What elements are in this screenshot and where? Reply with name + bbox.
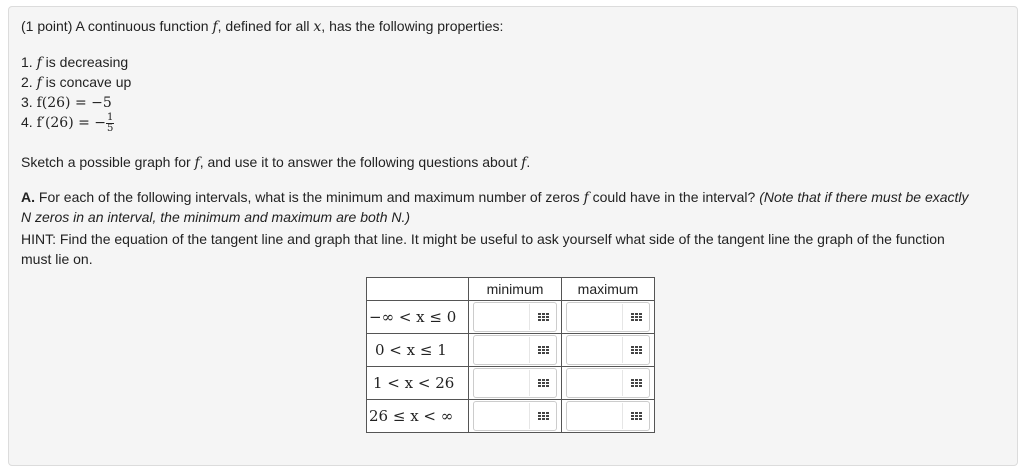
intro-suffix: , has the following properties: <box>321 18 504 34</box>
intro-f: f <box>212 19 218 35</box>
sketch-text: Sketch a possible graph for <box>21 154 191 170</box>
max-cell <box>562 367 655 400</box>
interval-label: 0 < x ≤ 1 <box>367 334 469 367</box>
answer-table <box>366 277 655 433</box>
hint-line2: must lie on. <box>21 251 93 267</box>
fraction-numerator: 1 <box>107 112 114 123</box>
header-maximum: maximum <box>562 278 655 301</box>
fraction-denominator: 5 <box>107 123 114 134</box>
property-number: 4. <box>21 114 33 131</box>
max-answer-input[interactable] <box>566 368 650 398</box>
max-cell <box>562 301 655 334</box>
max-cell <box>562 334 655 367</box>
sketch-line <box>21 153 530 172</box>
part-a-text2: could have in the interval? <box>588 189 756 205</box>
grid-icon[interactable] <box>529 370 556 396</box>
min-answer-input[interactable] <box>473 335 557 365</box>
grid-icon[interactable] <box>622 304 649 330</box>
property-expr: f′(26) = − <box>36 115 107 132</box>
table-row <box>367 334 655 367</box>
table-corner <box>367 278 469 301</box>
header-minimum: minimum <box>469 278 562 301</box>
part-a-text: For each of the following intervals, what is the minimum and maximum number of zeros <box>35 189 580 205</box>
intro-x: x <box>313 19 322 35</box>
min-cell <box>469 334 562 367</box>
max-answer-input[interactable] <box>566 302 650 332</box>
min-answer-input[interactable] <box>473 302 557 332</box>
sketch-f2: f <box>521 155 527 171</box>
grid-icon[interactable] <box>529 403 556 429</box>
grid-icon[interactable] <box>529 337 556 363</box>
interval-label: −∞ < x ≤ 0 <box>367 301 469 334</box>
max-answer-input[interactable] <box>566 401 650 431</box>
table-row <box>367 400 655 433</box>
part-a-line1 <box>21 188 969 207</box>
property-number: 3. <box>21 94 33 110</box>
table-row <box>367 301 655 334</box>
property-text: is decreasing <box>41 54 129 70</box>
max-cell <box>562 400 655 433</box>
intro-text: (1 point) A continuous function <box>21 18 209 34</box>
part-a-label: A. <box>21 189 35 205</box>
part-a-note-cont: N zeros in an interval, the minimum and maximum are both N.) <box>21 209 411 225</box>
property-number: 1. <box>21 54 33 70</box>
interval-label: 26 ≤ x < ∞ <box>367 400 469 433</box>
sketch-f: f <box>194 155 200 171</box>
fraction <box>106 113 114 134</box>
table-header-row <box>367 278 655 301</box>
property-3 <box>21 93 112 112</box>
property-2 <box>21 73 131 92</box>
hint-line1: HINT: Find the equation of the tangent line and graph that line. It might be useful to ask yourself what side of the tangent line the graph of the function <box>21 231 945 247</box>
min-answer-input[interactable] <box>473 401 557 431</box>
sketch-end: . <box>526 154 531 170</box>
grid-icon[interactable] <box>622 337 649 363</box>
table-row <box>367 367 655 400</box>
property-f: f <box>36 75 42 91</box>
property-number: 2. <box>21 74 33 90</box>
property-expr: f(26) = −5 <box>36 95 112 111</box>
intro-line <box>21 17 503 36</box>
part-a-note: (Note that if there must be exactly <box>755 189 969 205</box>
property-f: f <box>36 55 42 71</box>
sketch-mid: , and use it to answer the following questions about <box>199 154 518 170</box>
min-cell <box>469 301 562 334</box>
grid-icon[interactable] <box>622 403 649 429</box>
property-1 <box>21 53 128 72</box>
interval-label: 1 < x < 26 <box>367 367 469 400</box>
intro-mid: , defined for all <box>217 18 310 34</box>
grid-icon[interactable] <box>622 370 649 396</box>
property-text: is concave up <box>41 74 132 90</box>
max-answer-input[interactable] <box>566 335 650 365</box>
part-a-f: f <box>583 190 589 206</box>
property-4 <box>21 113 114 134</box>
min-answer-input[interactable] <box>473 368 557 398</box>
min-cell <box>469 367 562 400</box>
min-cell <box>469 400 562 433</box>
grid-icon[interactable] <box>529 304 556 330</box>
